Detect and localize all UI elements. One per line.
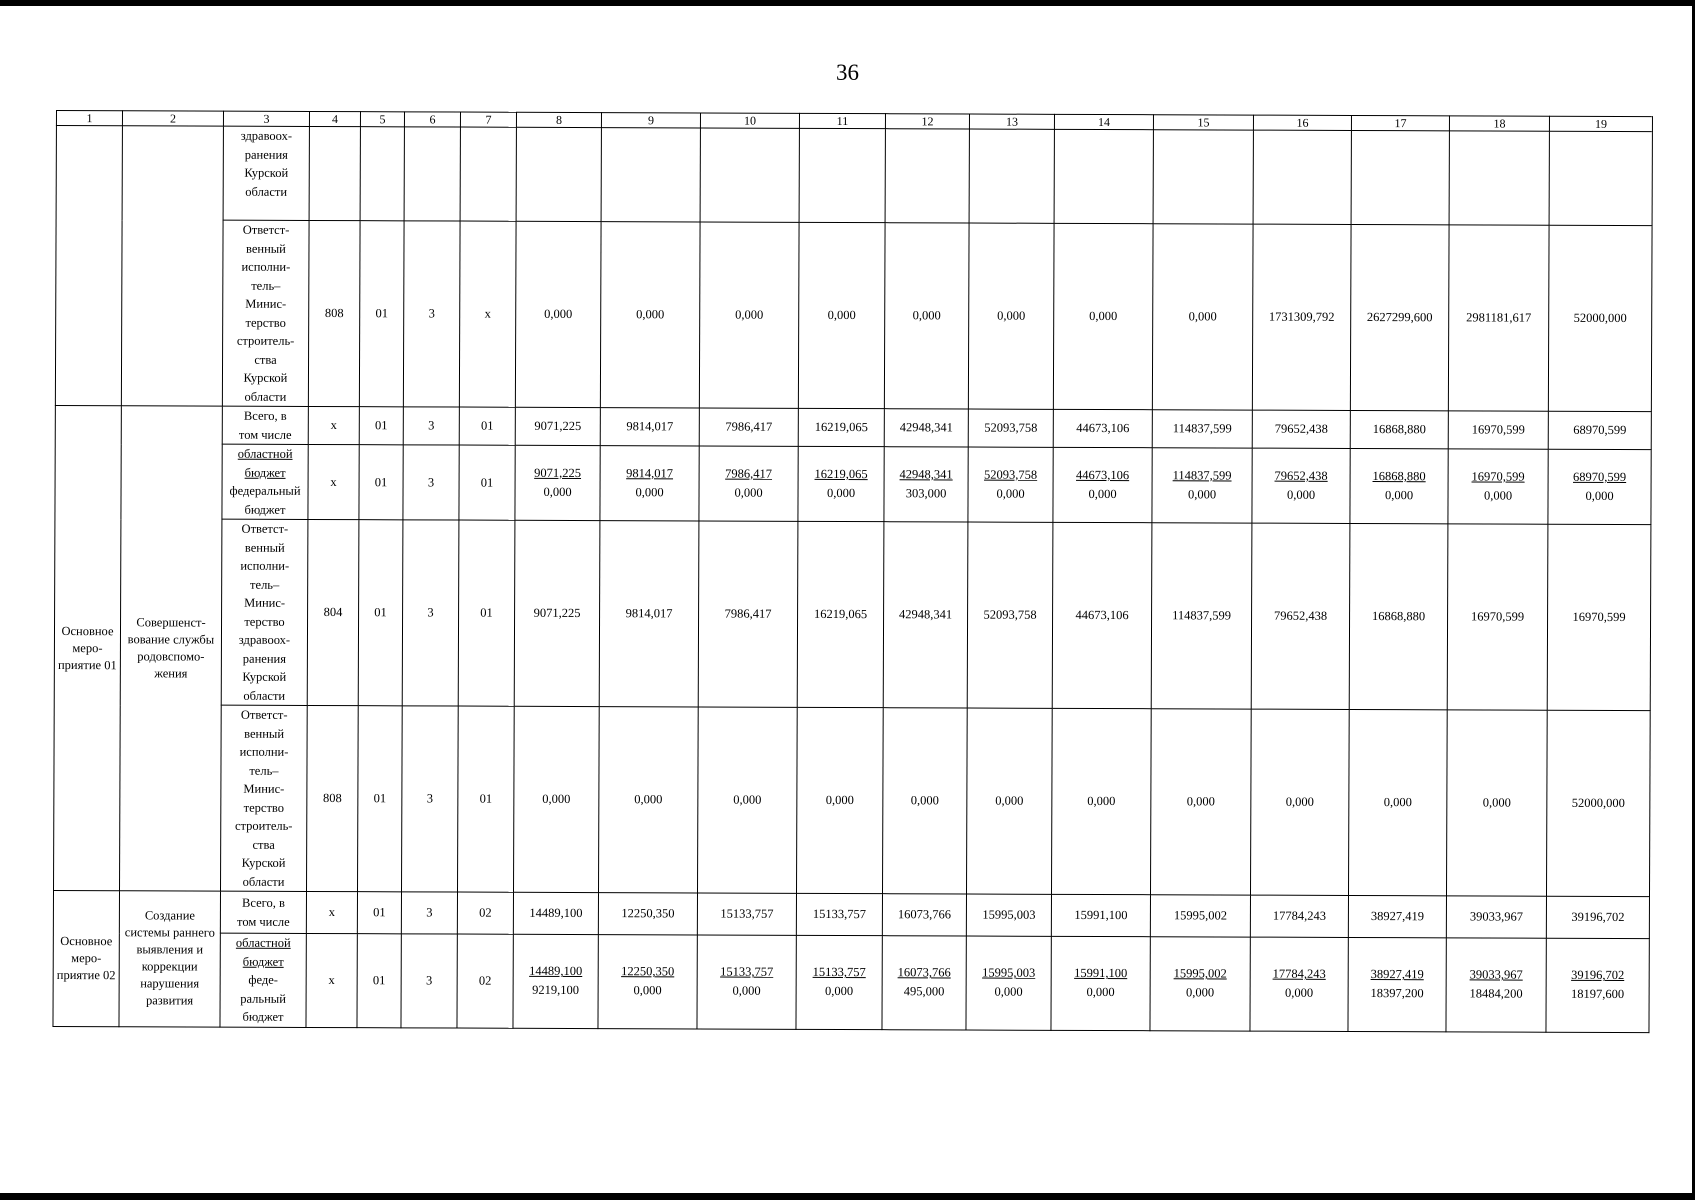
row-label-line: тель– [250,577,280,592]
header-cell: 4 [309,111,360,126]
header-cell: 14 [1054,114,1153,129]
value-cell [1446,938,1546,1032]
row-label-line: федеральный [229,483,301,498]
regional-budget-value: 42948,341 [899,467,953,482]
value-cell: 52000,000 [1546,710,1650,896]
federal-budget-value: 0,000 [1187,487,1217,502]
code-cell [360,127,404,221]
federal-budget-value: 0,000 [635,485,664,500]
value-cell [601,128,700,222]
regional-budget-value: 16868,880 [1372,469,1426,484]
row-label-line: венный [244,726,285,741]
regional-budget-value: 16073,766 [897,965,951,980]
row-label-line: ранения [244,147,288,162]
code-cell: 01 [458,706,515,892]
value-cell [1350,448,1448,523]
row-label-line: бюджет [244,502,286,517]
value-cell: 114837,599 [1151,523,1252,709]
value-cell [516,127,601,221]
code-cell: 3 [403,407,459,445]
row-label-line: феде- [248,972,278,987]
value-cell [699,446,798,521]
value-cell [1548,449,1651,524]
value-cell: 0,000 [697,707,797,893]
value-cell: 0,000 [1152,224,1253,410]
row-label-cell [222,220,309,406]
value-cell: 16219,065 [797,521,884,707]
value-cell [1053,447,1152,522]
table-row [55,405,1651,449]
row-label-cell [223,126,309,220]
row-label-line: венный [244,540,285,555]
value-cell: 44673,106 [1053,409,1152,447]
value-cell: 52093,758 [967,522,1053,708]
code-cell: 02 [457,892,513,934]
header-cell: 3 [223,111,309,126]
row-label-line: Ответст- [240,707,288,722]
value-cell [600,446,699,521]
code-cell [404,127,460,221]
regional-budget-value: 15133,757 [720,964,774,980]
group-title-cell: Совершенст-вование службы родовспомо-жения [120,406,223,891]
value-cell: 68970,599 [1548,411,1651,449]
value-cell [1549,131,1652,225]
value-cell: 0,000 [1446,710,1547,896]
value-cell: 9071,225 [515,407,600,445]
row-label-line: терство [245,315,286,330]
value-cell: 15133,757 [796,893,882,935]
row-label-line: строитель- [236,333,295,348]
row-label-cell [221,705,308,891]
row-label-line: исполни- [239,744,289,759]
value-cell: 79652,438 [1251,523,1350,709]
regional-budget-value: 15995,002 [1173,966,1227,981]
code-cell: 01 [459,407,515,445]
row-label-cell [220,891,306,933]
value-cell [1252,448,1350,523]
value-cell [1051,936,1150,1030]
federal-budget-value: 0,000 [734,485,763,500]
value-cell: 12250,350 [598,893,697,935]
row-label-line: здравоох- [240,128,293,143]
federal-budget-value: 18484,200 [1469,986,1523,1001]
value-cell [1250,937,1348,1031]
federal-budget-value: 0,000 [825,984,854,999]
header-cell: 11 [799,113,885,128]
value-cell [1449,131,1549,225]
scan-border-top [0,0,1695,6]
table-row [54,518,1651,710]
value-cell: 0,000 [968,223,1054,409]
value-cell [799,128,885,222]
code-cell: 3 [402,706,459,892]
value-cell: 16219,065 [798,408,884,446]
row-label-line: Всего, в [243,408,287,423]
row-label-line: строитель- [234,818,293,833]
value-cell [884,447,968,522]
header-cell: 8 [516,112,601,127]
value-cell: 7986,417 [699,408,798,446]
code-cell: 3 [401,892,457,934]
row-label-line: бюджет [244,465,286,480]
value-cell: 52093,758 [968,409,1053,447]
federal-budget-value: 9219,100 [532,983,580,998]
header-cell: 18 [1449,116,1549,131]
value-cell [969,129,1054,223]
value-cell [700,128,799,222]
table-row [56,126,1652,226]
value-cell: 42948,341 [883,522,968,708]
row-label-line: Ответст- [242,222,290,237]
regional-budget-value: 7986,417 [725,466,773,481]
value-cell: 0,000 [1348,709,1447,895]
table-row [55,220,1652,412]
value-cell: 42948,341 [884,409,968,447]
header-cell: 16 [1253,115,1351,130]
code-cell: х [306,891,357,933]
value-cell [1150,937,1250,1031]
code-cell: 01 [358,520,403,706]
value-cell: 15995,002 [1150,895,1250,937]
value-cell [885,129,969,223]
row-label-line: бюджет [242,954,284,969]
group-title-cell [121,126,223,406]
federal-budget-value: 0,000 [1086,985,1115,1000]
regional-budget-value: 114837,599 [1172,468,1232,483]
regional-budget-value: 44673,106 [1076,467,1130,483]
federal-budget-value: 0,000 [826,485,856,501]
code-cell: 3 [402,520,459,706]
header-cell: 10 [700,113,799,128]
code-cell: х [306,933,357,1027]
value-cell [1351,130,1449,224]
value-cell: 0,000 [598,707,698,893]
row-label-line: ранения [242,651,287,666]
value-cell [1054,129,1153,223]
header-cell: 15 [1153,115,1253,130]
header-cell: 6 [404,112,460,127]
value-cell: 2981181,617 [1448,225,1549,411]
row-label-line: области [243,688,286,703]
row-label-cell [221,519,308,705]
budget-table [52,110,1653,1033]
row-label-line: исполни- [240,558,290,573]
value-cell: 0,000 [513,706,599,892]
regional-budget-value: 79652,438 [1274,468,1328,483]
value-cell: 0,000 [882,708,967,894]
header-cell: 1 [56,111,122,126]
federal-budget-value: 0,000 [1286,487,1316,502]
value-cell: 0,000 [600,222,700,408]
federal-budget-value: 0,000 [996,486,1025,501]
value-cell [796,935,882,1029]
federal-budget-value: 0,000 [1483,488,1513,503]
value-cell: 0,000 [1053,223,1153,409]
row-label-line: бюджет [242,1009,284,1024]
table-body [53,111,1653,1033]
row-label-line: терство [244,614,285,629]
value-cell: 0,000 [699,222,799,408]
table-row [53,932,1649,1032]
federal-budget-value: 0,000 [633,983,662,998]
value-cell: 0,000 [1250,709,1349,895]
federal-budget-value: 0,000 [1186,985,1215,1000]
value-cell [1546,938,1649,1032]
federal-budget-value: 0,000 [1285,985,1314,1001]
code-cell [460,127,516,221]
regional-budget-value: 9814,017 [626,466,674,481]
code-cell: 3 [401,934,457,1028]
code-cell: 804 [307,519,359,705]
value-cell: 38927,419 [1348,895,1446,937]
value-cell: 15991,100 [1051,894,1150,936]
value-cell [1348,937,1446,1031]
regional-budget-value: 14489,100 [529,964,583,979]
value-cell: 0,000 [1150,709,1251,895]
value-cell: 16868,880 [1350,410,1448,448]
federal-budget-value: 0,000 [1088,486,1117,502]
row-label-line: исполни- [241,259,291,274]
group-name-cell: Основное меро-приятие 01 [54,405,122,890]
header-cell: 12 [885,114,969,129]
value-cell: 15133,757 [697,893,796,935]
row-label-line: Курской [241,855,286,870]
value-cell: 14489,100 [513,892,598,934]
row-label-cell [220,933,306,1027]
regional-budget-value: 15991,100 [1074,966,1128,981]
row-label-line: ства [252,837,275,852]
table-row [54,704,1651,896]
federal-budget-value: 18397,200 [1370,986,1424,1001]
value-cell: 9814,017 [599,521,699,707]
regional-budget-value: 15995,003 [982,965,1036,981]
value-cell [798,446,884,521]
federal-budget-value: 0,000 [994,984,1023,999]
row-label-cell [222,406,308,444]
row-label-line: Курской [243,370,288,385]
row-label-line: Минис- [245,296,287,311]
header-cell: 7 [460,112,516,127]
code-cell: 01 [359,221,404,407]
federal-budget-value: 495,000 [903,984,945,999]
code-cell: х [308,406,359,444]
regional-budget-value: 15133,757 [812,965,866,980]
value-cell [966,936,1051,1030]
code-cell: 01 [357,892,401,934]
row-label-line: Минис- [243,781,285,796]
code-cell: 3 [403,221,460,407]
federal-budget-value: 0,000 [1585,488,1614,503]
row-label-line: венный [246,241,286,256]
value-cell: 16073,766 [882,894,966,936]
regional-budget-value: 38927,419 [1370,967,1424,982]
value-cell [513,934,598,1028]
value-cell: 16868,880 [1349,523,1448,709]
code-cell [309,126,360,220]
group-name-cell: Основное меро-приятие 02 [53,890,120,1026]
code-cell: 808 [308,220,360,406]
row-label-line: Курской [242,669,287,684]
header-cell: 17 [1351,115,1449,130]
value-cell: 1731309,792 [1252,224,1351,410]
group-title-cell: Создание системы раннего выявления и коррекции нарушения развития [119,891,221,1027]
code-cell: 808 [307,705,359,891]
value-cell: 39196,702 [1546,896,1649,938]
row-label-line: тель– [251,278,281,293]
regional-budget-value: 39196,702 [1571,968,1625,983]
code-cell: 3 [403,445,459,520]
value-cell: 16970,599 [1547,524,1651,710]
value-cell: 15995,003 [966,894,1051,936]
value-cell [882,936,966,1030]
group-name-cell [55,126,122,406]
value-cell: 7986,417 [698,521,798,707]
scan-border-bottom [0,1193,1695,1200]
code-cell: 01 [359,445,403,520]
row-label-line: том числе [237,914,290,929]
row-label-line: Ответст- [241,521,289,536]
code-cell: 01 [459,445,515,520]
value-cell [598,935,697,1029]
value-cell: 17784,243 [1250,895,1348,937]
value-cell: 0,000 [884,223,969,409]
value-cell [1448,449,1548,524]
code-cell: 01 [359,407,403,445]
value-cell: 114837,599 [1152,410,1252,448]
regional-budget-value: 52093,758 [984,467,1038,482]
code-cell: х [308,444,359,519]
federal-budget-value: 0,000 [732,983,761,998]
regional-budget-value: 12250,350 [621,964,675,979]
value-cell: 9814,017 [600,408,699,446]
code-cell: 01 [358,706,403,892]
value-cell [968,447,1053,522]
row-label-line: областной [235,935,291,950]
header-cell: 13 [969,114,1054,129]
row-label-line: областной [237,446,293,461]
federal-budget-value: 0,000 [543,484,572,499]
regional-budget-value: 16219,065 [814,466,868,482]
value-cell: 39033,967 [1446,896,1546,938]
value-cell: 52000,000 [1548,225,1652,411]
page-number: 36 [836,60,859,85]
code-cell: 01 [458,520,515,706]
table-row [53,890,1649,938]
row-label-line: Минис- [244,595,286,610]
row-label-line: области [244,389,287,404]
header-cell: 5 [360,112,404,127]
value-cell [1152,448,1252,523]
table-row [55,443,1651,524]
code-cell: 01 [357,934,401,1028]
row-label-line: ральный [240,991,286,1006]
value-cell: 2627299,600 [1350,224,1449,410]
value-cell: 79652,438 [1252,410,1350,448]
regional-budget-value: 17784,243 [1272,966,1326,982]
row-label-line: области [242,874,285,889]
value-cell: 16970,599 [1447,524,1548,710]
value-cell [1253,130,1351,224]
header-cell: 19 [1549,116,1652,131]
row-label-line: ства [254,352,277,367]
regional-budget-value: 16970,599 [1471,469,1525,484]
regional-budget-value: 39033,967 [1469,967,1523,982]
value-cell: 0,000 [966,708,1052,894]
value-cell: 9071,225 [514,520,600,706]
value-cell [697,935,796,1029]
value-cell [515,445,600,520]
row-label-line: Всего, в [242,895,285,910]
value-cell [1153,130,1253,224]
row-label-line: Курской [244,165,289,180]
regional-budget-value: 68970,599 [1573,469,1627,485]
code-cell: х [459,221,516,407]
value-cell: 0,000 [798,222,885,408]
row-label-line: области [245,184,288,199]
header-cell: 2 [122,111,223,126]
row-label-cell [222,444,308,519]
value-cell: 0,000 [515,221,601,407]
value-cell: 16970,599 [1448,411,1548,449]
federal-budget-value: 18197,600 [1571,987,1625,1002]
value-cell: 0,000 [796,707,883,893]
value-cell: 0,000 [1051,708,1151,894]
row-label-line: здравоох- [238,632,291,647]
row-label-line: тель– [249,763,279,778]
value-cell: 44673,106 [1052,522,1152,708]
code-cell: 02 [457,934,513,1028]
row-label-line: терство [243,800,285,815]
row-label-line: том числе [238,427,292,442]
header-cell: 9 [601,113,700,128]
federal-budget-value: 303,000 [905,486,947,501]
federal-budget-value: 0,000 [1384,488,1414,503]
regional-budget-value: 9071,225 [534,465,582,481]
